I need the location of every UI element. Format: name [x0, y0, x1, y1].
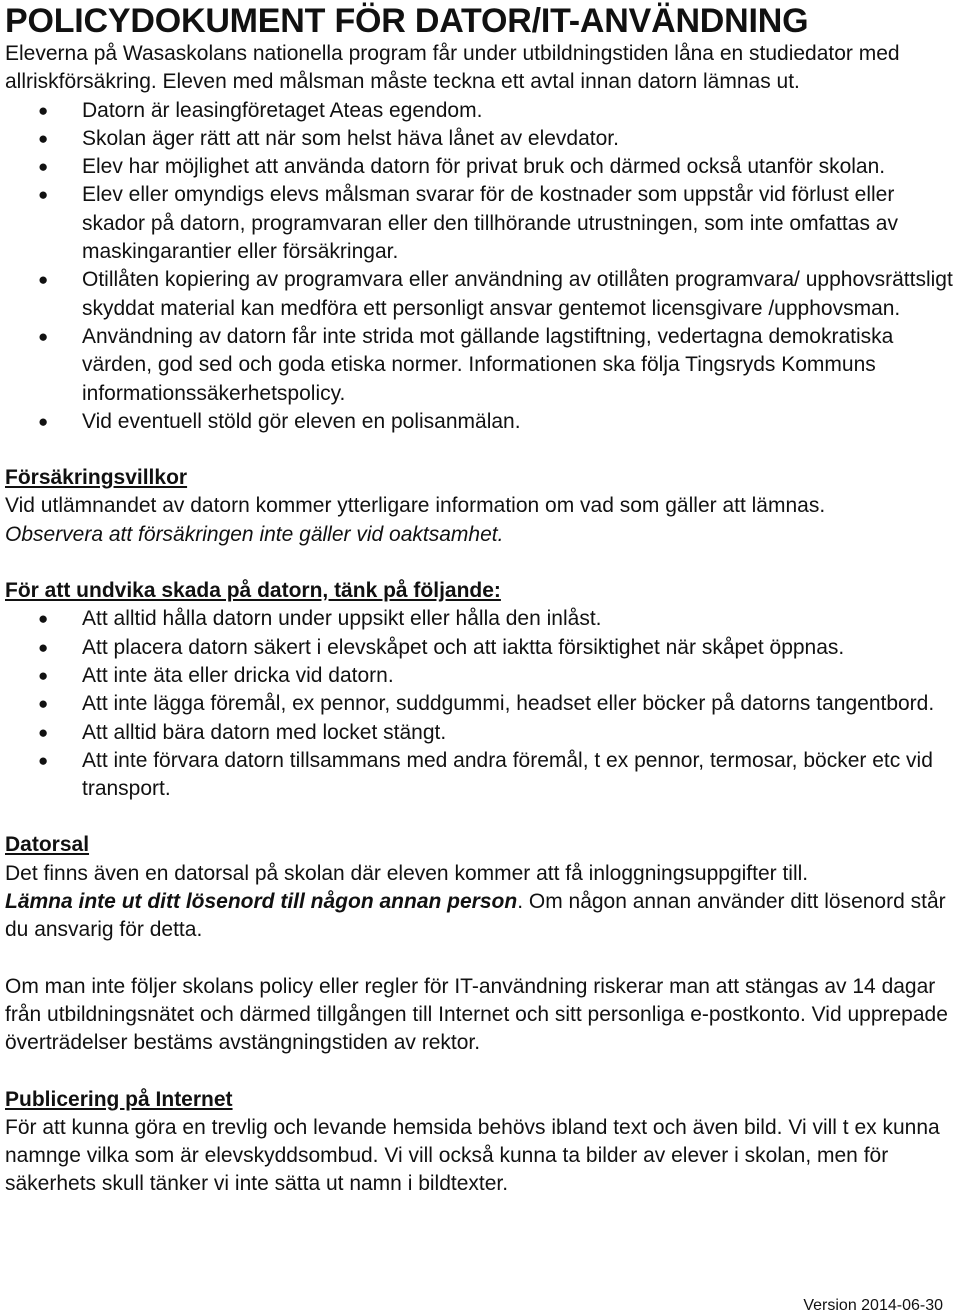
- bullet-icon: ●: [38, 185, 49, 205]
- list-item-text: Att inte äta eller dricka vid datorn.: [82, 663, 394, 687]
- list-item: [5, 266, 955, 323]
- document: [5, 0, 955, 1199]
- bullet-icon: ●: [38, 157, 49, 177]
- intro-paragraph: Eleverna på Wasaskolans nationella program får under utbildningstiden låna en studiedator med allriskförsäkring. Eleven med målsman måste teckna ett avtal innan datorn lämnas ut.: [5, 42, 900, 94]
- list-item: [5, 719, 955, 747]
- datorsal-rest: . Om någon annan använder ditt lösenord står du ansvarig för detta.: [5, 890, 946, 942]
- list-item: [5, 125, 955, 153]
- insurance-text: Vid utlämnandet av datorn kommer ytterligare information om vad som gäller att lämnas.: [5, 494, 826, 518]
- list-item-text: Skolan äger rätt att när som helst häva lånet av elevdator.: [82, 126, 619, 150]
- list-item: [5, 605, 955, 633]
- bullet-icon: ●: [38, 128, 49, 148]
- list-item: [5, 747, 955, 804]
- list-item: [5, 408, 955, 436]
- spacer: [5, 436, 955, 464]
- bullet-icon: ●: [38, 270, 49, 290]
- datorsal-heading: Datorsal: [5, 833, 90, 857]
- spacer: [5, 945, 955, 973]
- publishing-heading: Publicering på Internet: [5, 1087, 233, 1111]
- spacer: [5, 1058, 955, 1086]
- list-item: [5, 662, 955, 690]
- bullet-icon: ●: [38, 665, 49, 685]
- insurance-note: Observera att försäkringen inte gäller vid oaktsamhet.: [5, 522, 504, 546]
- list-item-text: Vid eventuell stöld gör eleven en polisanmälan.: [82, 409, 521, 433]
- list-item-text: Att inte lägga föremål, ex pennor, suddgummi, headset eller böcker på datorns tangentbord.: [82, 692, 935, 716]
- list-item-text: Att alltid hålla datorn under uppsikt eller hålla den inlåst.: [82, 607, 602, 631]
- spacer: [5, 803, 955, 831]
- datorsal-text: Det finns även en datorsal på skolan där eleven kommer att få inloggningsuppgifter till.: [5, 861, 809, 885]
- consequence-paragraph: Om man inte följer skolans policy eller regler för IT-användning riskerar man att stängas av 14 dagar från utbildningsnätet och därmed tillgången till Internet och sitt personliga e-postkonto. Vid upprepade överträdelser bestäms avstängningstiden av rektor.: [5, 974, 948, 1055]
- password-warning: Lämna inte ut ditt lösenord till någon annan person: [5, 890, 518, 914]
- list-item-text: Datorn är leasingföretaget Ateas egendom.: [82, 98, 483, 122]
- list-item-text: Elev har möjlighet att använda datorn för privat bruk och därmed också utanför skolan.: [82, 155, 886, 179]
- bullet-icon: ●: [38, 694, 49, 714]
- bullet-icon: ●: [38, 326, 49, 346]
- list-item: [5, 690, 955, 718]
- list-item: [5, 634, 955, 662]
- bullet-icon: ●: [38, 100, 49, 120]
- list-item: [5, 323, 955, 408]
- bullet-icon: ●: [38, 411, 49, 431]
- bullet-icon: ●: [38, 750, 49, 770]
- list-item: [5, 153, 955, 181]
- care-heading: För att undvika skada på datorn, tänk på följande:: [5, 579, 501, 603]
- care-list: [5, 605, 955, 803]
- spacer: [5, 549, 955, 577]
- list-item-text: Att inte förvara datorn tillsammans med andra föremål, t ex pennor, termosar, böcker etc vid transport.: [82, 748, 933, 801]
- bullet-icon: ●: [38, 637, 49, 657]
- list-item-text: Att placera datorn säkert i elevskåpet och att iaktta försiktighet när skåpet öppnas.: [82, 635, 845, 659]
- datorsal-warning-paragraph: [5, 888, 955, 945]
- policy-list: [5, 97, 955, 437]
- list-item: [5, 181, 955, 266]
- list-item-text: Att alltid bära datorn med locket stängt.: [82, 720, 447, 744]
- version-label: Version 2014-06-30: [803, 1297, 943, 1314]
- document-title: POLICYDOKUMENT FÖR DATOR/IT-ANVÄNDNING: [5, 2, 809, 40]
- insurance-heading: Försäkringsvillkor: [5, 466, 188, 490]
- publishing-text: För att kunna göra en trevlig och levande hemsida behövs ibland text och även bild. Vi vill t ex kunna namnge vilka som är elevskyddsombud. Vi vill också kunna ta bilder av elever i skolan, men för säkerhets skull tänker vi inte sätta ut namn i bildtexter.: [5, 1115, 940, 1196]
- bullet-icon: ●: [38, 722, 49, 742]
- list-item-text: Otillåten kopiering av programvara eller användning av otillåten programvara/ upphovsrättsligt skyddat material kan medföra ett personligt ansvar gentemot licensgivare /upphovsman.: [82, 268, 953, 320]
- bullet-icon: ●: [38, 609, 49, 629]
- list-item-text: Användning av datorn får inte strida mot gällande lagstiftning, vedertagna demokratiska värden, god sed och goda etiska normer. Informationen ska följa Tingsryds Kommuns informationssäkerhetspolicy.: [82, 324, 894, 405]
- list-item-text: Elev eller omyndigs elevs målsman svarar för de kostnader som uppstår vid förlust eller skador på datorn, programvaran eller den tillhörande utrustningen, som inte omfattas av maskingarantier eller försäkringar.: [82, 183, 898, 264]
- list-item: [5, 97, 955, 125]
